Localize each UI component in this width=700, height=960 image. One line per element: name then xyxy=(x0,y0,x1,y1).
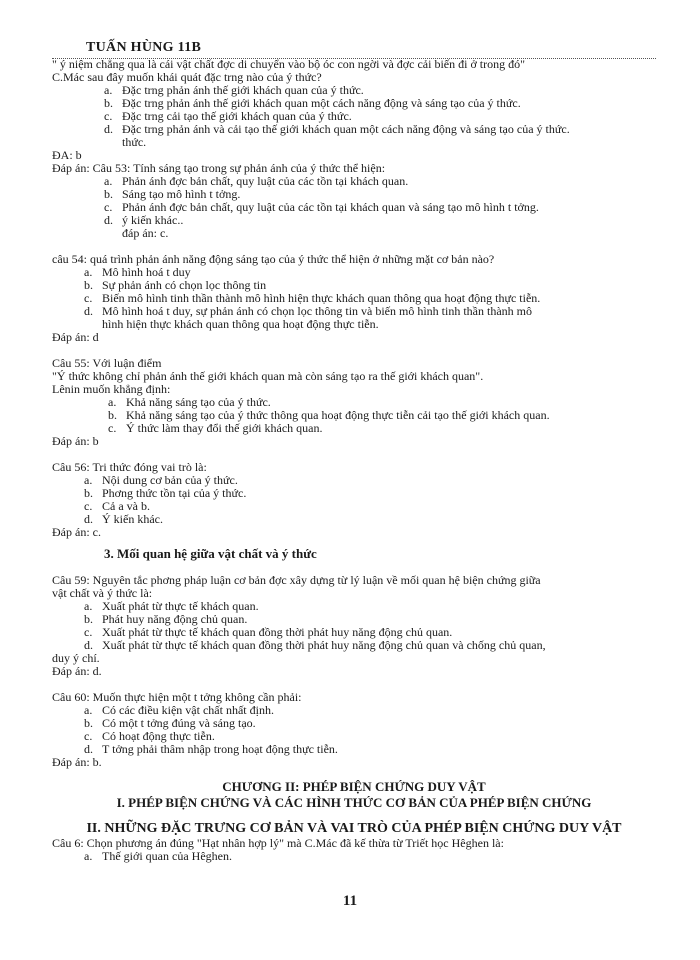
q60-question: Câu 60: Muốn thực hiện một t tởng không cần phải: xyxy=(52,690,302,704)
q56-answer: Đáp án: c. xyxy=(52,525,101,539)
q54-option-c: c. Biến mô hình tinh thần thành mô hình hiện thực khách quan thông qua hoạt động thực tiễn. xyxy=(84,291,541,305)
page-number: 11 xyxy=(342,893,358,909)
intro-question-line-1: " ý niệm chẳng qua là cái vật chất đợc di chuyển vào bộ óc con ngời và đợc cải biến đi ở trong đó" xyxy=(52,57,526,71)
q55-quote: "Ý thức không chỉ phản ánh thế giới khách quan mà còn sáng tạo ra thế giới khách quan". xyxy=(52,369,484,383)
q56-option-c: c. Cả a và b. xyxy=(84,499,150,513)
q53-option-c: c. Phản ánh đợc bản chất, quy luật của các tồn tại khách quan và sáng tạo mô hình t tởng. xyxy=(104,200,539,214)
q60-option-c: c. Có hoạt động thực tiễn. xyxy=(84,729,215,743)
q60-option-b: b. Có một t tởng đúng và sáng tạo. xyxy=(84,716,256,730)
q54-option-d: d. Mô hình hoá t duy, sự phản ánh có chọn lọc thông tin và biến mô hình tinh thần thành mô xyxy=(84,304,533,318)
q53-question: Đáp án: Câu 53: Tính sáng tạo trong sự phản ánh của ý thức thể hiện: xyxy=(52,161,386,175)
intro-option-d: d. Đặc trng phản ánh và cải tạo thế giới khách quan một cách năng động và sáng tạo của ý thức. xyxy=(104,122,570,136)
q53-option-d: d. ý kiến khác.. xyxy=(104,213,184,227)
q56-option-a: a. Nội dung cơ bản của ý thức. xyxy=(84,473,238,487)
q55-answer: Đáp án: b xyxy=(52,434,99,448)
chapter-title: CHƯƠNG II: PHÉP BIỆN CHỨNG DUY VẬT xyxy=(222,779,486,794)
q53-option-b: b. Sáng tạo mô hình t tởng. xyxy=(104,187,241,201)
q55-lead: Lênin muốn khẳng định: xyxy=(52,382,171,396)
q59-option-d-cont: duy ý chí. xyxy=(52,651,100,665)
q55-option-b: b. Khả năng sáng tạo của ý thức thông qua hoạt động thực tiễn cải tạo thế giới khách quan. xyxy=(108,408,550,422)
intro-option-a: a. Đặc trng phản ánh thế giới khách quan của ý thức. xyxy=(104,83,364,97)
q54-option-b: b. Sự phản ánh có chọn lọc thông tin xyxy=(84,278,267,292)
q59-option-d: d. Xuất phát từ thực tế khách quan đồng thời phát huy năng động chủ quan và chống chủ quan, xyxy=(84,638,546,652)
q60-option-a: a. Có các điều kiện vật chất nhất định. xyxy=(84,703,274,717)
q54-question: câu 54: quá trình phản ánh năng động sáng tạo của ý thức thể hiện ở những mặt cơ bản nào? xyxy=(52,252,495,266)
q56-option-d: d. Ý kiến khác. xyxy=(84,512,163,526)
q60-answer: Đáp án: b. xyxy=(52,755,102,769)
q59-option-c: c. Xuất phát từ thực tế khách quan đồng thời phát huy năng động chủ quan. xyxy=(84,625,453,639)
q54-option-a: a. Mô hình hoá t duy xyxy=(84,265,191,279)
intro-answer: ĐA: b xyxy=(52,148,82,162)
q59-option-b: b. Phát huy năng động chủ quan. xyxy=(84,612,248,626)
intro-option-d-cont: thức. xyxy=(122,135,147,149)
q53-option-a: a. Phản ánh đợc bản chất, quy luật của các tồn tại khách quan. xyxy=(104,174,409,188)
intro-question-line-2: C.Mác sau đây muốn khái quát đặc trng nào của ý thức? xyxy=(52,70,322,84)
q60-option-d: d. T tởng phải thâm nhập trong hoạt động thực tiễn. xyxy=(84,742,338,756)
q59-option-a: a. Xuất phát từ thực tế khách quan. xyxy=(84,599,259,613)
q54-option-d-cont: hình hiện thực khách quan thông qua hoạt động thực tiễn. xyxy=(102,317,379,331)
chapter-part-1: I. PHÉP BIỆN CHỨNG VÀ CÁC HÌNH THỨC CƠ BẢN CỦA PHÉP BIỆN CHỨNG xyxy=(116,795,592,810)
q56-question: Câu 56: Tri thức đóng vai trò là: xyxy=(52,460,207,474)
q55-option-c: c. Ý thức làm thay đổi thế giới khách quan. xyxy=(108,421,323,435)
chapter-part-2: II. NHỮNG ĐẶC TRƯNG CƠ BẢN VÀ VAI TRÒ CỦA PHÉP BIỆN CHỨNG DUY VẬT xyxy=(86,821,622,836)
page-header-title: TUẤN HÙNG 11B xyxy=(86,40,202,55)
q6-question: Câu 6: Chọn phương án đúng "Hạt nhân hợp lý" mà C.Mác đã kế thừa từ Triết học Hêghen là: xyxy=(52,836,504,850)
q53-answer: đáp án: c. xyxy=(122,226,169,240)
q59-answer: Đáp án: d. xyxy=(52,664,102,678)
q54-answer: Đáp án: d xyxy=(52,330,99,344)
intro-option-b: b. Đặc trng phản ánh thế giới khách quan một cách năng động và sáng tạo của ý thức. xyxy=(104,96,521,110)
q55-question: Câu 55: Với luận điểm xyxy=(52,356,162,370)
q55-option-a: a. Khả năng sáng tạo của ý thức. xyxy=(108,395,271,409)
q59-question-line-2: vật chất và ý thức là: xyxy=(52,586,153,600)
q56-option-b: b. Phơng thức tồn tại của ý thức. xyxy=(84,486,247,500)
page-content xyxy=(52,58,656,863)
section-3-title: 3. Mối quan hệ giữa vật chất và ý thức xyxy=(104,546,317,561)
q6-option-a: a. Thế giới quan của Hêghen. xyxy=(84,849,232,863)
intro-option-c: c. Đặc trng cải tạo thế giới khách quan của ý thức. xyxy=(104,109,352,123)
q59-question-line-1: Câu 59: Nguyên tắc phơng pháp luận cơ bản đợc xây dựng từ lý luận về mối quan hệ biện chứng giữa xyxy=(52,573,541,587)
